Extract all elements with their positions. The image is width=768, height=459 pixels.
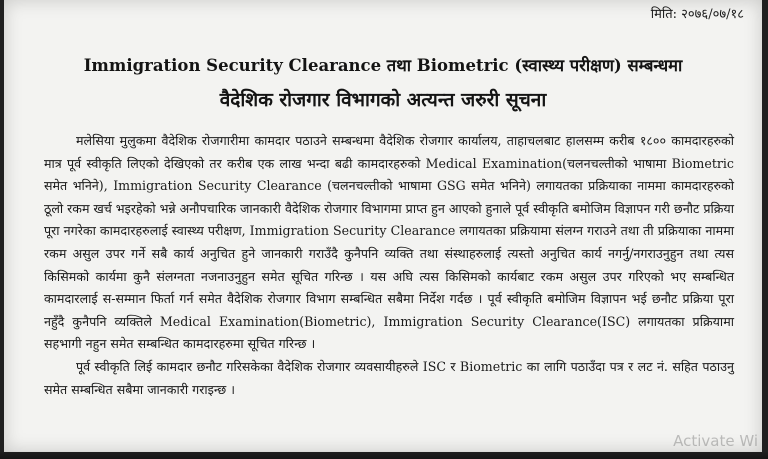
notice-body <box>44 130 734 401</box>
notice-paragraph-1: मलेसिया मुलुकमा वैदेशिक रोजगारीमा कामदार पठाउने सम्बन्धमा वैदेशिक रोजगार कार्यालय, ताहाचलबाट हालसम्म करीब १८०० कामदारहरुको मात्र पूर्व स्वीकृति लिएको देखिएको तर करीब एक लाख भन्दा बढी कामदारहरुको Medical Examination(चलनचल्तीको भाषामा Biometric समेत भनिने), Immigration Security Clearance (चलनचल्तीको भाषामा GSG समेत भनिने) लगायतका प्रक्रियाका नाममा कामदारहरुको ठूलो रकम खर्च भइरहेको भन्ने अनौपचारिक जानकारी वैदेशिक रोजगार विभागमा प्राप्त हुन आएको हुनाले पूर्व स्वीकृति बमोजिम विज्ञापन गरी छनौट प्रक्रिया पूरा नगरेका कामदारहरुलाई स्वास्थ्य परीक्षण, Immigration Security Clearance लगायतका प्रक्रियामा संलग्न गराउने तथा ती प्रक्रियाका नाममा रकम असुल उपर गर्ने सबै कार्य अनुचित हुने जानकारी गराउँदै कुनैपनि व्यक्ति तथा संस्थाहरुलाई त्यस्तो अनुचित कार्य नगर्नु/नगराउनुहुन तथा त्यस किसिमको कार्यमा कुनै संलग्नता नजनाउनुहुन समेत सूचित गरिन्छ । यस अघि त्यस किसिमको कार्यबाट रकम असुल उपर गरिएको भए सम्बन्धित कामदारलाई स-सम्मान फिर्ता गर्न समेत वैदेशिक रोजगार विभाग सम्बन्धित सबैमा निर्देश गर्दछ । पूर्व स्वीकृति बमोजिम विज्ञापन भई छनौट प्रक्रिया पूरा नहुँदै कुनैपनि व्यक्तिले Medical Examination(Biometric), Immigration Security Clearance(ISC) लगायतका प्रक्रियामा सहभागी नहुन समेत सम्बन्धित कामदारहरुमा सूचित गरिन्छ । <box>44 133 734 352</box>
notice-title-line1: Immigration Security Clearance तथा Biometric (स्वास्थ्य परीक्षण) सम्बन्धमा <box>83 56 683 75</box>
activate-windows-watermark: Activate Wi <box>673 432 758 450</box>
notice-date: मिति: २०७६/०७/१८ <box>650 7 744 22</box>
notice-paper <box>4 0 762 452</box>
notice-paragraph-2: पूर्व स्वीकृति लिई कामदार छनौट गरिसकेका वैदेशिक रोजगार व्यवसायीहरुले ISC र Biometric का लागि पठाउँदा पत्र र लट नं. सहित पठाउनु समेत सम्बन्धित सबैमा जानकारी गराइन्छ । <box>44 358 734 397</box>
notice-title-line2: वैदेशिक रोजगार विभागको अत्यन्त जरुरी सूचना <box>219 89 547 111</box>
bottom-edge-shadow <box>0 451 768 459</box>
